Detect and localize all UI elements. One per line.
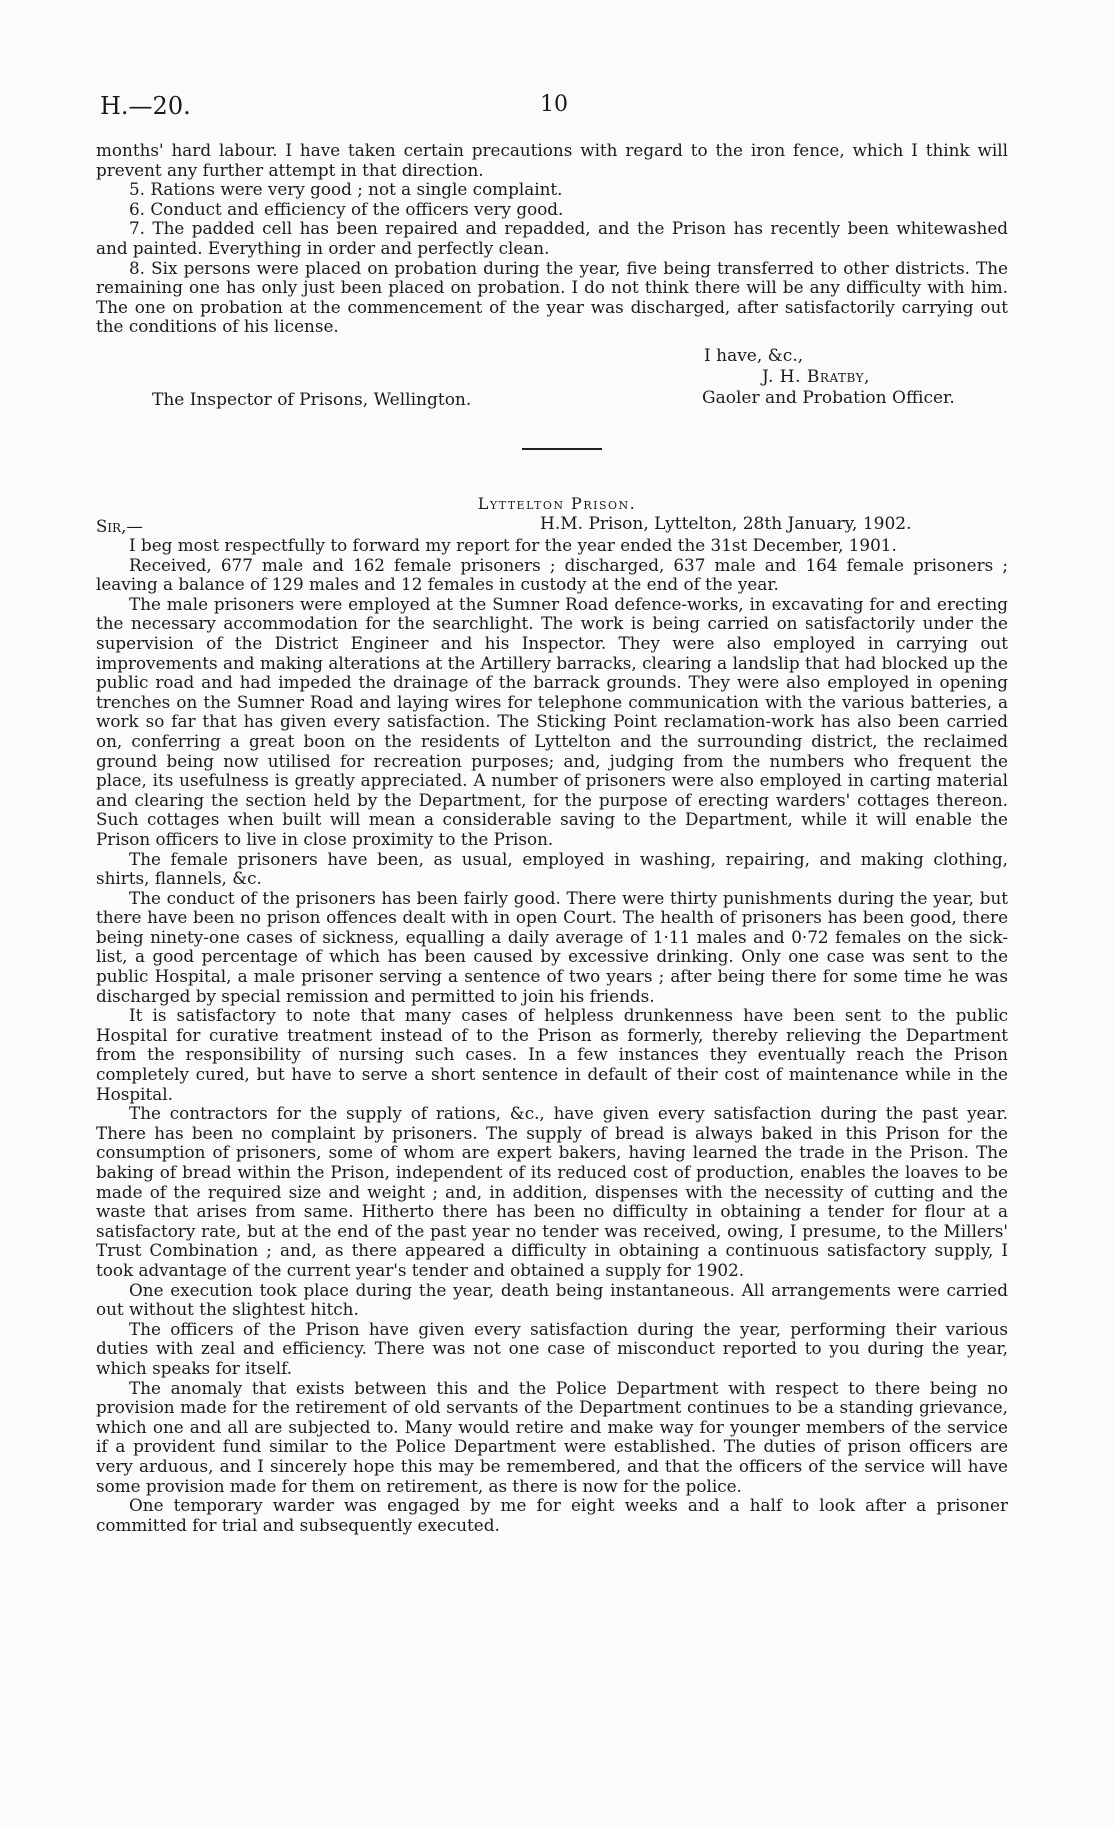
paragraph-item-6: 6. Conduct and efficiency of the officers very good. <box>129 198 564 219</box>
paragraph-item-7: 7. The padded cell has been repaired and repadded, and the Prison has recently been whitewashed and painted. Everything in order and perfectly clean. <box>96 218 1008 258</box>
lyttelton-report-body <box>96 536 1008 1535</box>
salutation: Sir,— <box>96 517 143 536</box>
paragraph: The anomaly that exists between this and the Police Department with respect to there being no provision made for the retirement of old servants of the Department continues to be a standing grievance, which one and all are subjected to. Many would retire and make way for younger members of the service if a provident fund similar to the Police Department were established. The duties of prison officers are very arduous, and I sincerely hope this may be remembered, and that the officers of the service will have some provision made for them on retirement, as there is now for the police. <box>96 1377 1008 1496</box>
paragraph: One temporary warder was engaged by me for eight weeks and a half to look after a prisoner committed for trial and subsequently executed. <box>96 1495 1008 1535</box>
paragraph: The male prisoners were employed at the Sumner Road defence-works, in excavating for and erecting the necessary accommodation for the searchlight. The work is being carried on satisfactorily under the supervision of the District Engineer and his Inspector. They were also employed in carrying out improvements and making alterations at the Artillery barracks, clearing a landslip that had blocked up the public road and had impeded the drainage of the barrack grounds. They were also employed in opening trenches on the Sumner Road and laying wires for telephone communication with the various batteries, a work so far that has given every satisfaction. The Sticking Point reclamation-work has also been carried on, conferring a great boon on the residents of Lyttelton and the surrounding district, the reclaimed ground being now utilised for recreation purposes; and, judging from the numbers who frequent the place, its usefulness is greatly appreciated. A number of prisoners were also employed in carting material and clearing the section held by the Department, for the purpose of erecting warders' cottages thereon. Such cottages when built will mean a considerable saving to the Department, while it will enable the Prison officers to live in close proximity to the Prison. <box>96 593 1008 849</box>
paragraph: I beg most respectfully to forward my report for the year ended the 31st December, 1901. <box>129 535 897 555</box>
paragraph: The contractors for the supply of rations, &c., have given every satisfaction during the past year. There has been no complaint by prisoners. The supply of bread is always baked in this Prison for the consumption of prisoners, some of whom are expert bakers, having learned the trade in the Prison. The baking of bread within the Prison, independent of its reduced cost of production, enables the loaves to be made of the required size and weight ; and, in addition, dispenses with the necessity of cutting and the waste that arises from same. Hitherto there has been no difficulty in obtaining a tender for flour at a satisfactory rate, but at the end of the past year no tender was received, owing, I presume, to the Millers' Trust Combination ; and, as there appeared a difficulty in obtaining a continuous satisfactory supply, I took advantage of the current year's tender and obtained a supply for 1902. <box>96 1103 1008 1280</box>
addressee: The Inspector of Prisons, Wellington. <box>152 390 472 410</box>
section-title: Lyttelton Prison. <box>477 494 637 513</box>
section-divider <box>522 448 602 450</box>
paragraph: The officers of the Prison have given every satisfaction during the year, performing their various duties with zeal and efficiency. There was not one case of misconduct reported to you during the year, which speaks for itself. <box>96 1318 1008 1378</box>
paragraph: The conduct of the prisoners has been fairly good. There were thirty punishments during the year, but there have been no prison offences dealt with in open Court. The health of prisoners has been good, there being ninety-one cases of sickness, equalling a daily average of 1·11 males and 0·72 females on the sick-list, a good percentage of which has been caused by excessive drinking. Only one case was sent to the public Hospital, a male prisoner serving a sentence of two years ; after being there for some time he was discharged by special remission and permitted to join his friends. <box>96 887 1008 1006</box>
signatory-name: J. H. Bratby, <box>762 367 870 387</box>
dateline: H.M. Prison, Lyttelton, 28th January, 1902. <box>540 514 912 534</box>
paragraph: Received, 677 male and 162 female prisoners ; discharged, 637 male and 164 female prisoners ; leaving a balance of 129 males and 12 females in custody at the end of the year. <box>96 554 1008 595</box>
paragraph: The female prisoners have been, as usual, employed in washing, repairing, and making clothing, shirts, flannels, &c. <box>96 848 1008 889</box>
report-continuation <box>96 141 1008 337</box>
paragraph: It is satisfactory to note that many cases of helpless drunkenness have been sent to the public Hospital for curative treatment instead of to the Prison as formerly, thereby relieving the Department from the responsibility of nursing such cases. In a few instances they eventually reach the Prison completely cured, but have to serve a short sentence in default of their cost of maintenance while in the Hospital. <box>96 1005 1008 1104</box>
paragraph-item-8: 8. Six persons were placed on probation during the year, five being transferred to other districts. The remaining one has only just been placed on probation. I do not think there will be any difficulty with him. The one on probation at the commencement of the year was discharged, after satisfactorily carrying out the conditions of his license. <box>96 257 1008 337</box>
signatory-title: Gaoler and Probation Officer. <box>702 388 955 408</box>
page-header <box>100 92 1010 126</box>
page-number: 10 <box>540 92 568 117</box>
document-reference: H.—20. <box>100 92 191 120</box>
paragraph: months' hard labour. I have taken certain precautions with regard to the iron fence, which I think will prevent any further attempt in that direction. <box>96 140 1008 180</box>
closing-formula: I have, &c., <box>704 346 804 366</box>
paragraph: One execution took place during the year, death being instantaneous. All arrangements were carried out without the slightest hitch. <box>96 1279 1008 1320</box>
paragraph-item-5: 5. Rations were very good ; not a single complaint. <box>129 179 563 200</box>
